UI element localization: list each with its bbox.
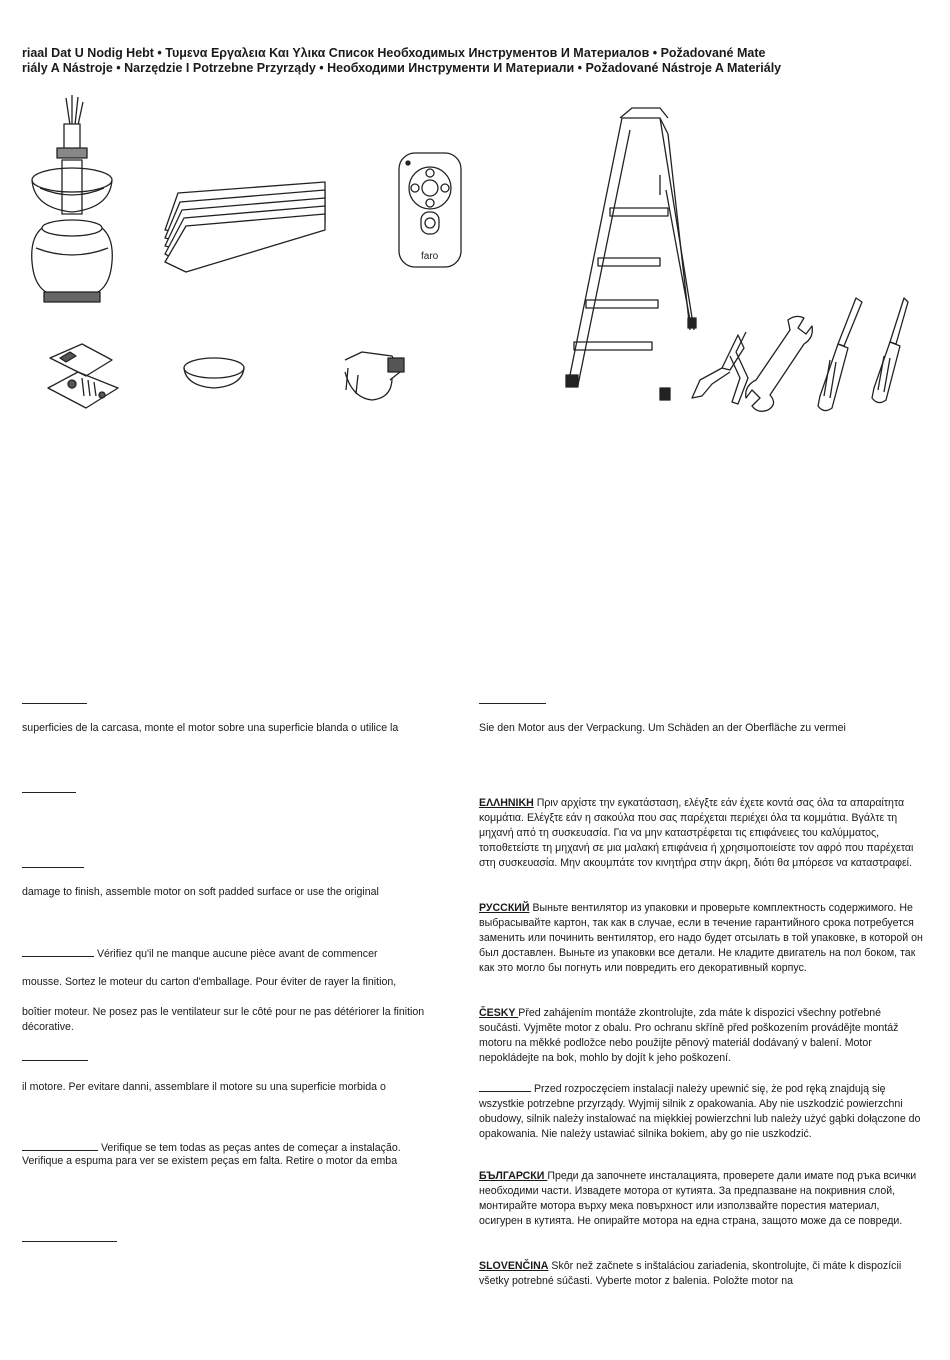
- language-label-cs: ČESKY: [479, 1007, 519, 1019]
- text-it: il motore. Per evitare danni, assemblare il motore su una superficie morbida o: [22, 1081, 386, 1093]
- text-de: Sie den Motor aus der Verpackung. Um Schäden an der Oberfläche zu vermei: [479, 722, 846, 734]
- canopy-cover-illustration: [184, 358, 244, 388]
- section-el: [479, 796, 924, 871]
- text-ru: Выньте вентилятор из упаковки и проверьте комплектность содержимого. Не выбрасывайте картон, так как в случае, если в течение гарантийного срока потребуется заменить или починить вентилятор, его надо будет отсылать в той упаковке, в которой он был доставлен. Выньте из упаковки все детали. Не кладите двигатель на пол боком, так как это могло бы погнуть или повредить его декоративный корпус.: [479, 902, 923, 974]
- text-fr-line-1: [22, 945, 472, 962]
- text-pt-line-1-content: Verifique se tem todas as peças antes de começar a instalação.: [98, 1142, 401, 1154]
- fan-motor-illustration: [32, 95, 113, 302]
- language-blank-pl: [479, 1080, 531, 1092]
- text-cs: Před zahájením montáže zkontrolujte, zda máte k dispozici všechny potřebné součásti. Vyjměte motor z obalu. Pro ochranu skříně před poškozením provádějte montáž motoru na měkké podložce nebo použijte pěnový materiál dodávaný v balení. Motor nepokládejte na bok, mohlo by dojít k jeho poškození.: [479, 1007, 899, 1064]
- section-rule-es: [22, 703, 87, 704]
- language-label-sk: SLOVENČINA: [479, 1260, 549, 1272]
- section-ru: [479, 901, 924, 976]
- text-sk: Skôr než začnete s inštaláciou zariadenia, skontrolujte, či máte k dispozícii všetky potrebné súčasti. Vyberte motor z balenia. Položte motor na: [479, 1260, 902, 1287]
- flat-screwdriver-icon: [818, 298, 862, 411]
- text-pl: Przed rozpoczęciem instalacji należy upewnić się, że pod ręką znajdują się wszystkie potrzebne przyrządy. Wyjmij silnik z opakowania. Aby nie uszkodzić powierzchni obudowy, silnik należy instalować na miękkiej powierzchni lub należy użyć gąbki dołączone do opakowania. Nie należy ustawiać silnika bokiem, aby go nie uszkodzić.: [479, 1083, 921, 1140]
- section-pl: [479, 1080, 924, 1142]
- text-el: Πριν αρχίστε την εγκατάσταση, ελέγξτε εάν έχετε κοντά σας όλα τα απαραίτητα κομμάτια. Ελέγξτε εάν η σακούλα που σας παρέχεται περιέχει όλα τα κομμάτια. Βγάλτε τη μηχανή από τη συσκευασία. Για να μην καταστρέφεται τις επιφάνειες του καλύμματος, τοποθετείστε τη μηχανή σε μια μαλακή επιφάνεια ή χρησιμοποιείστε τον αφρό που παρέχεται στη συσκευασία. Μην ακουμπάτε τον κινητήρα στην άκρη, διότι θα μπόρεσε να καταστραφεί.: [479, 797, 914, 869]
- text-bg: Преди да започнете инсталацията, проверете дали имате под ръка всички необходими части. Извадете мотора от кутията. За предпазване на покривния слой, монтирайте мотора върху мека повърхност или използвайте порестия материал, осигурен в кутията. Не опирайте мотора на една страна, защото може да се повреди.: [479, 1170, 917, 1227]
- hardware-bags-illustration: [48, 344, 118, 408]
- phillips-screwdriver-icon: [872, 298, 908, 403]
- text-fr-line-3: boîtier moteur. Ne posez pas le ventilateur sur le côté pour ne pas détériorer la finition décorative.: [22, 1006, 425, 1033]
- section-sk: [479, 1259, 924, 1289]
- section-rule-de: [479, 703, 546, 704]
- section-bg: [479, 1169, 924, 1229]
- text-es: superficies de la carcasa, monte el motor sobre una superficie blanda o utilice la: [22, 722, 399, 734]
- section-rule-it: [22, 1060, 88, 1061]
- language-label-el: ΕΛΛΗΝΙΚΗ: [479, 797, 534, 809]
- fan-blades-illustration: [165, 182, 325, 272]
- language-label-bg: БЪЛГАРСКИ: [479, 1170, 548, 1182]
- text-en: damage to finish, assemble motor on soft padded surface or use the original: [22, 886, 379, 898]
- section-rule-en: [22, 867, 84, 868]
- text-fr-line-2: mousse. Sortez le moteur du carton d'emballage. Pour éviter de rayer la finition,: [22, 976, 397, 988]
- section-rule-nl: [22, 792, 76, 793]
- pliers-icon: [692, 332, 748, 404]
- header-line-1: riaal Dat U Nodig Hebt • Τυμενα Εργαλεια Και Υλικα Список Необходимых Инструментов И Материалов • Požadované Mate: [22, 46, 766, 60]
- header-line-2: riály A Nástroje • Narzędzie I Potrzebne Przyrządy • Необходими Инструменти И Материали • Požadované Nástroje A Materiály: [22, 61, 782, 75]
- language-label-ru: РУССКИЙ: [479, 902, 530, 914]
- text-pt-line-2: Verifique a espuma para ver se existem peças em falta. Retire o motor da emba: [22, 1155, 398, 1167]
- language-blank-fr: [22, 945, 94, 957]
- section-cs: [479, 1006, 924, 1066]
- remote-brand-label: faro: [421, 251, 439, 262]
- section-rule-last: [22, 1241, 117, 1242]
- remote-control-illustration: [399, 153, 461, 267]
- text-fr-line-1-content: Vérifiez qu'il ne manque aucune pièce avant de commencer: [94, 948, 378, 960]
- wrench-icon: [746, 316, 813, 411]
- language-blank-pt: [22, 1139, 98, 1151]
- parts-illustration: [0, 0, 950, 430]
- step-ladder-illustration: [566, 108, 696, 400]
- mounting-bracket-illustration: [345, 352, 404, 400]
